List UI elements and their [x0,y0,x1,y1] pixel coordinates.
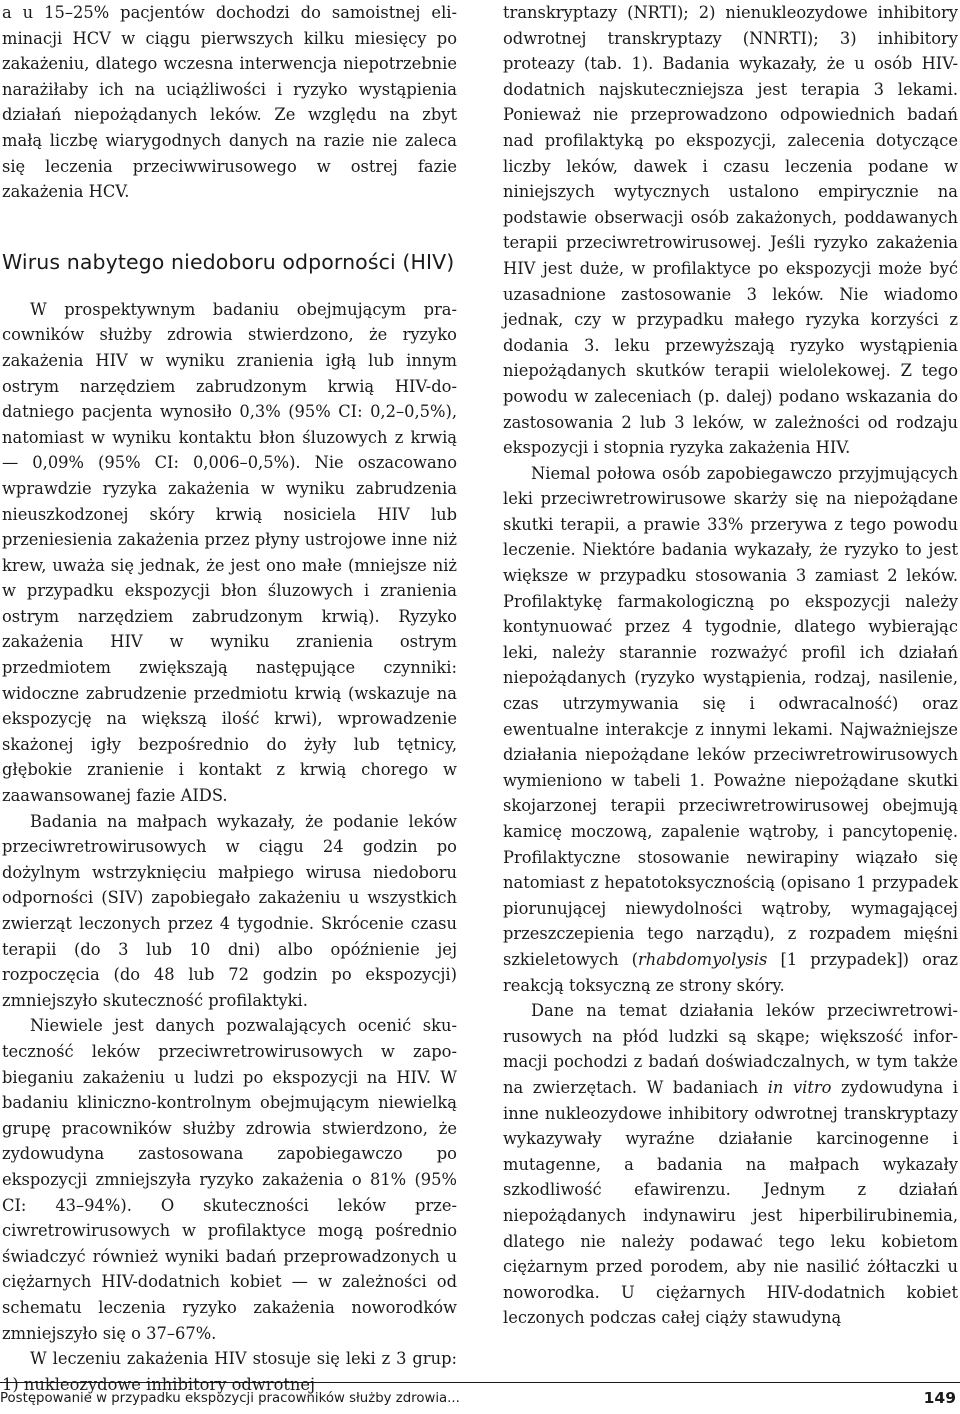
adverse-effects-text-end: [1 przypadek]) oraz reakcją toksyczną ze strony skóry. [503,949,958,995]
fetal-effects-text-end: zydowudyna i inne nukleozydowe inhibitory odwrotnej transkryptazy wykazywały wyraźne działanie karcinogenne i mutagenne, a badania na małpach wykazały szkodliwość efawirenzu. Jednym z działań niepożądanych indynawiru jest hiperbilirubinemia, dlatego nie należy podawać tego leku kobietom ciężarnym przed porodem, aby nie nasilić żółtaczki u noworodka. U ciężarnych HIV-dodatnich kobiet leczonych podczas całej ciąży stawudyną [503,1077,958,1328]
paragraph-human-efficacy: Niewiele jest danych pozwalających ocenić skuteczność leków przeciwretrowirusowych w zapobieganiu zakażeniu u ludzi po ekspozycji na HIV. W badaniu kliniczno-kontrolnym obejmującym niewielką grupę pracowników służby zdrowia stwierdzono, że zydowudyna zastosowana zapobiegawczo po ekspozycji zmniejszyła ryzyko zakażenia o 81% (95% CI: 43–94%). O skuteczności leków przeciwretrowirusowych w profilaktyce mogą pośrednio świadczyć również wyniki badań przeprowadzonych u ciężarnych HIV-dodatnich kobiet — w zależności od schematu leczenia ryzyko zakażenia noworodków zmniejszyło się o 37–67%. [2,1016,457,1343]
paragraph-monkey-studies: Badania na małpach wykazały, że podanie leków przeciwretrowirusowych w ciągu 24 godzin po dożylnym wstrzyknięciu małpiego wirusa niedoboru odporności (SIV) zapobiegało zakażeniu u wszystkich zwierząt leczonych przez 4 tygodnie. Skrócenie czasu terapii (do 3 lub 10 dni) albo opóźnienie jej rozpoczęcia (do 48 lub 72 godzin po ekspozycji) zmniejszyło skuteczność profilaktyki. [2,811,457,1010]
rhabdomyolysis-term: rhabdomyolysis [638,949,768,969]
paragraph-hiv-risk: W prospektywnym badaniu obejmującym pracowników służby zdrowia stwierdzono, że ryzyko zakażenia HIV w wyniku zranienia igłą lub innym ostrym narzędziem zabrudzonym krwią HIV-dodatniego pacjenta wynosiło 0,3% (95% CI: 0,2–0,5%), natomiast w wyniku kontaktu błon śluzowych z krwią — 0,09% (95% CI: 0,006–0,5%). Nie oszacowano wprawdzie ryzyka zakażenia w wyniku zabrudzenia nieuszkodzonej skóry krwią nosiciela HIV lub przeniesienia zakażenia przez płyny ustrojowe inne niż krew, uważa się jednak, że jest ono małe (mniejsze niż w przypadku ekspozycji błon śluzowych i zranienia ostrym narzędziem zabrudzonym krwią). Ryzyko zakażenia HIV w wyniku zranienia ostrym przedmiotem zwiększają następujące czynniki: widoczne zabrudzenie przedmiotu krwią (wskazuje na ekspozycję na większą ilość krwi), wprowadzenie skażonej igły bezpośrednio do żyły lub tętnicy, głębokie zranienie i kontakt z krwią chorego w zaawansowanej fazie AIDS. [2,299,457,806]
left-column [2,0,457,1397]
fetal-effects-text: Dane na temat działania leków przeciwretrowirusowych na płód ludzki są skąpe; większość informacji pochodzi z badań doświadczalnych, w tym także na zwierzętach. W badaniach [503,1001,958,1097]
section-heading-hiv: Wirus nabytego niedoboru odporności (HIV) [2,249,455,274]
in-vitro-term: in vitro [767,1077,832,1097]
adverse-effects-text: Niemal połowa osób zapobiegawczo przyjmujących leki przeciwretrowirusowe skarży się na niepożądane skutki terapii, a prawie 33% przerywa z tego powodu leczenie. Niektóre badania wykazały, że ryzyko to jest większe w przypadku stosowania 3 zamiast 2 leków. Profilaktykę farmakologiczną po ekspozycji należy kontynuować przez 4 tygodnie, dlatego wybierając leki, należy starannie rozważyć profil ich działań niepożądanych (ryzyko wystąpienia, rodzaj, nasilenie, czas utrzymywania się i odwracalność) oraz ewentualne interakcje z innymi lekami. Najważniejsze działania niepożądane leków przeciwretrowirusowych wymieniono w tabeli 1. Poważne niepożądane skutki skojarzonej terapii przeciwretrowirusowej obejmują kamicę moczową, zapalenie wątroby, i pancytopenię. Profilaktyczne stosowanie newirapiny wiązało się natomiast z hepatotoksycznością (opisano 1 przypadek piorunującej niewydolności wątroby, wymagającej przeszczepienia tego narządu), z rozpadem mięśni szkieletowych ( [503,463,958,969]
running-title: Postępowanie w przypadku ekspozycji pracowników służby zdrowia... [0,1391,460,1406]
page-number: 149 [923,1389,956,1407]
right-column [503,0,958,1331]
footer-divider [0,1382,960,1383]
paragraph-drug-groups: W leczeniu zakażenia HIV stosuje się leki z 3 grup: 1) nukleozydowe inhibitory odwrotnej [2,1349,457,1394]
paragraph-hcv-continuation: a u 15–25% pacjentów dochodzi do samoistnej eliminacji HCV w ciągu pierwszych kilku miesięcy po zakażeniu, dlatego wczesna interwencja niepotrzebnie narażiłaby ich na uciążliwości i ryzyko wystąpienia działań niepożądanych leków. Ze względu na zbyt małą liczbę wiarygodnych danych na razie nie zaleca się leczenia przeciwwirusowego w ostrej fazie zakażenia HCV. [2,3,457,202]
paragraph-fetal-effects [503,998,958,1331]
paragraph-adverse-effects [503,461,958,998]
paragraph-drug-groups-continuation: transkryptazy (NRTI); 2) nienukleozydowe inhibitory odwrotnej transkryptazy (NNRTI); 3) inhibitory proteazy (tab. 1). Badania wykazały, że u osób HIV-dodatnich najskuteczniejsza jest terapia 3 lekami. Ponieważ nie przeprowadzono odpowiednich badań nad profilaktyką po ekspozycji, zalecenia dotyczące liczby leków, dawek i czasu leczenia podane w niniejszych wytycznych ustalono empirycznie na podstawie obserwacji osób zakażonych, poddawanych terapii przeciwretrowirusowej. Jeśli ryzyko zakażenia HIV jest duże, w profilaktyce po ekspozycji może być uzasadnione zastosowanie 3 leków. Nie wiadomo jednak, czy w przypadku małego ryzyka korzyści z dodania 3. leku przewyższają ryzyko wystąpienia niepożądanych skutków terapii wielolekowej. Z tego powodu w zaleceniach (p. dalej) podano wskazania do zastosowania 2 lub 3 leków, w zależności od rodzaju ekspozycji i stopnia ryzyka zakażenia HIV. [503,3,958,458]
